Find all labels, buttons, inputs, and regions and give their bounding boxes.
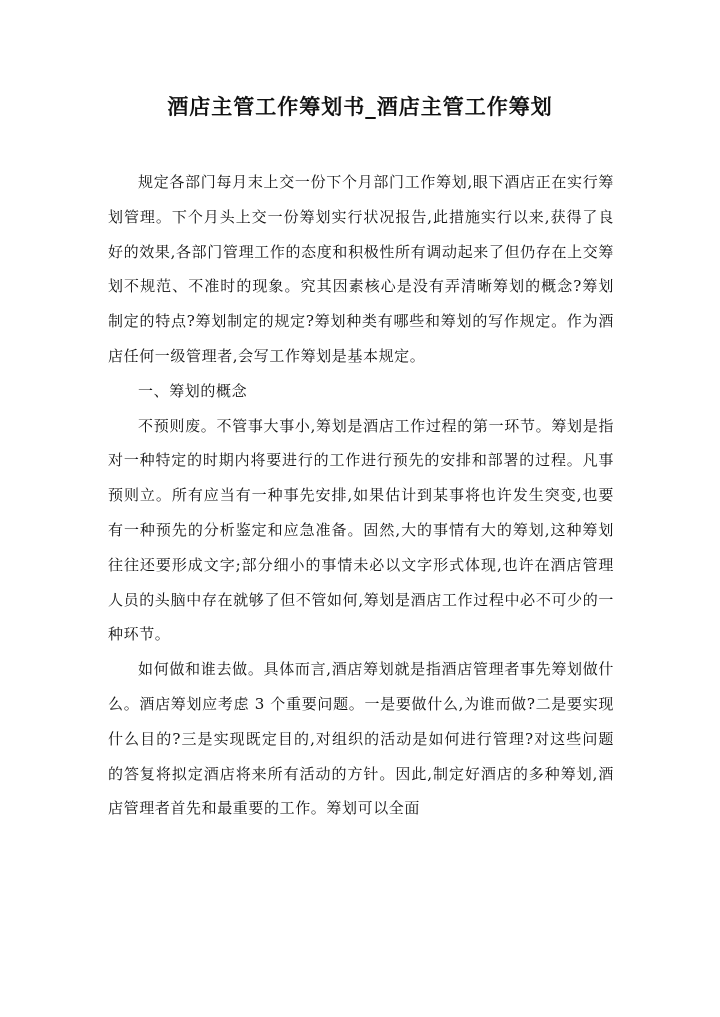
section-heading-concept: 一、筹划的概念 [138,381,248,400]
document-body [108,165,614,826]
paragraph-intro: 规定各部门每月末上交一份下个月部门工作筹划,眼下酒店正在实行筹划管理。下个月头上交一份筹划实行状况报告,此措施实行以来,获得了良好的效果,各部门管理工作的态度和积极性所有调动起来了但仍存在上交筹划不规范、不准时的现象。究其因素核心是没有弄清晰筹划的概念?筹划制定的特点?筹划制定的规定?筹划种类有哪些和筹划的写作规定。作为酒店任何一级管理者,会写工作筹划是基本规定。 [108,173,614,365]
paragraph-how-and-who: 如何做和谁去做。具体而言,酒店筹划就是指酒店管理者事先筹划做什么。酒店筹划应考虑 3 个重要问题。一是要做什么,为谁而做?二是要实现什么目的?三是实现既定目的,对组织的活动是如何进行管理?对这些问题的答复将拟定酒店将来所有活动的方针。因此,制定好酒店的多种筹划,酒店管理者首先和最重要的工作。筹划可以全面 [108,660,614,818]
paragraph-concept: 不预则废。不管事大事小,筹划是酒店工作过程的第一环节。筹划是指对一种特定的时期内将要进行的工作进行预先的安排和部署的过程。凡事预则立。所有应当有一种事先安排,如果估计到某事将也许发生突变,也要有一种预先的分析鉴定和应急准备。固然,大的事情有大的筹划,这种筹划往往还要形成文字;部分细小的事情未必以文字形式体现,也许在酒店管理人员的头脑中存在就够了但不管如何,筹划是酒店工作过程中必不可少的一种环节。 [108,416,614,644]
document-title: 酒店主管工作筹划书_酒店主管工作筹划 [167,94,553,119]
